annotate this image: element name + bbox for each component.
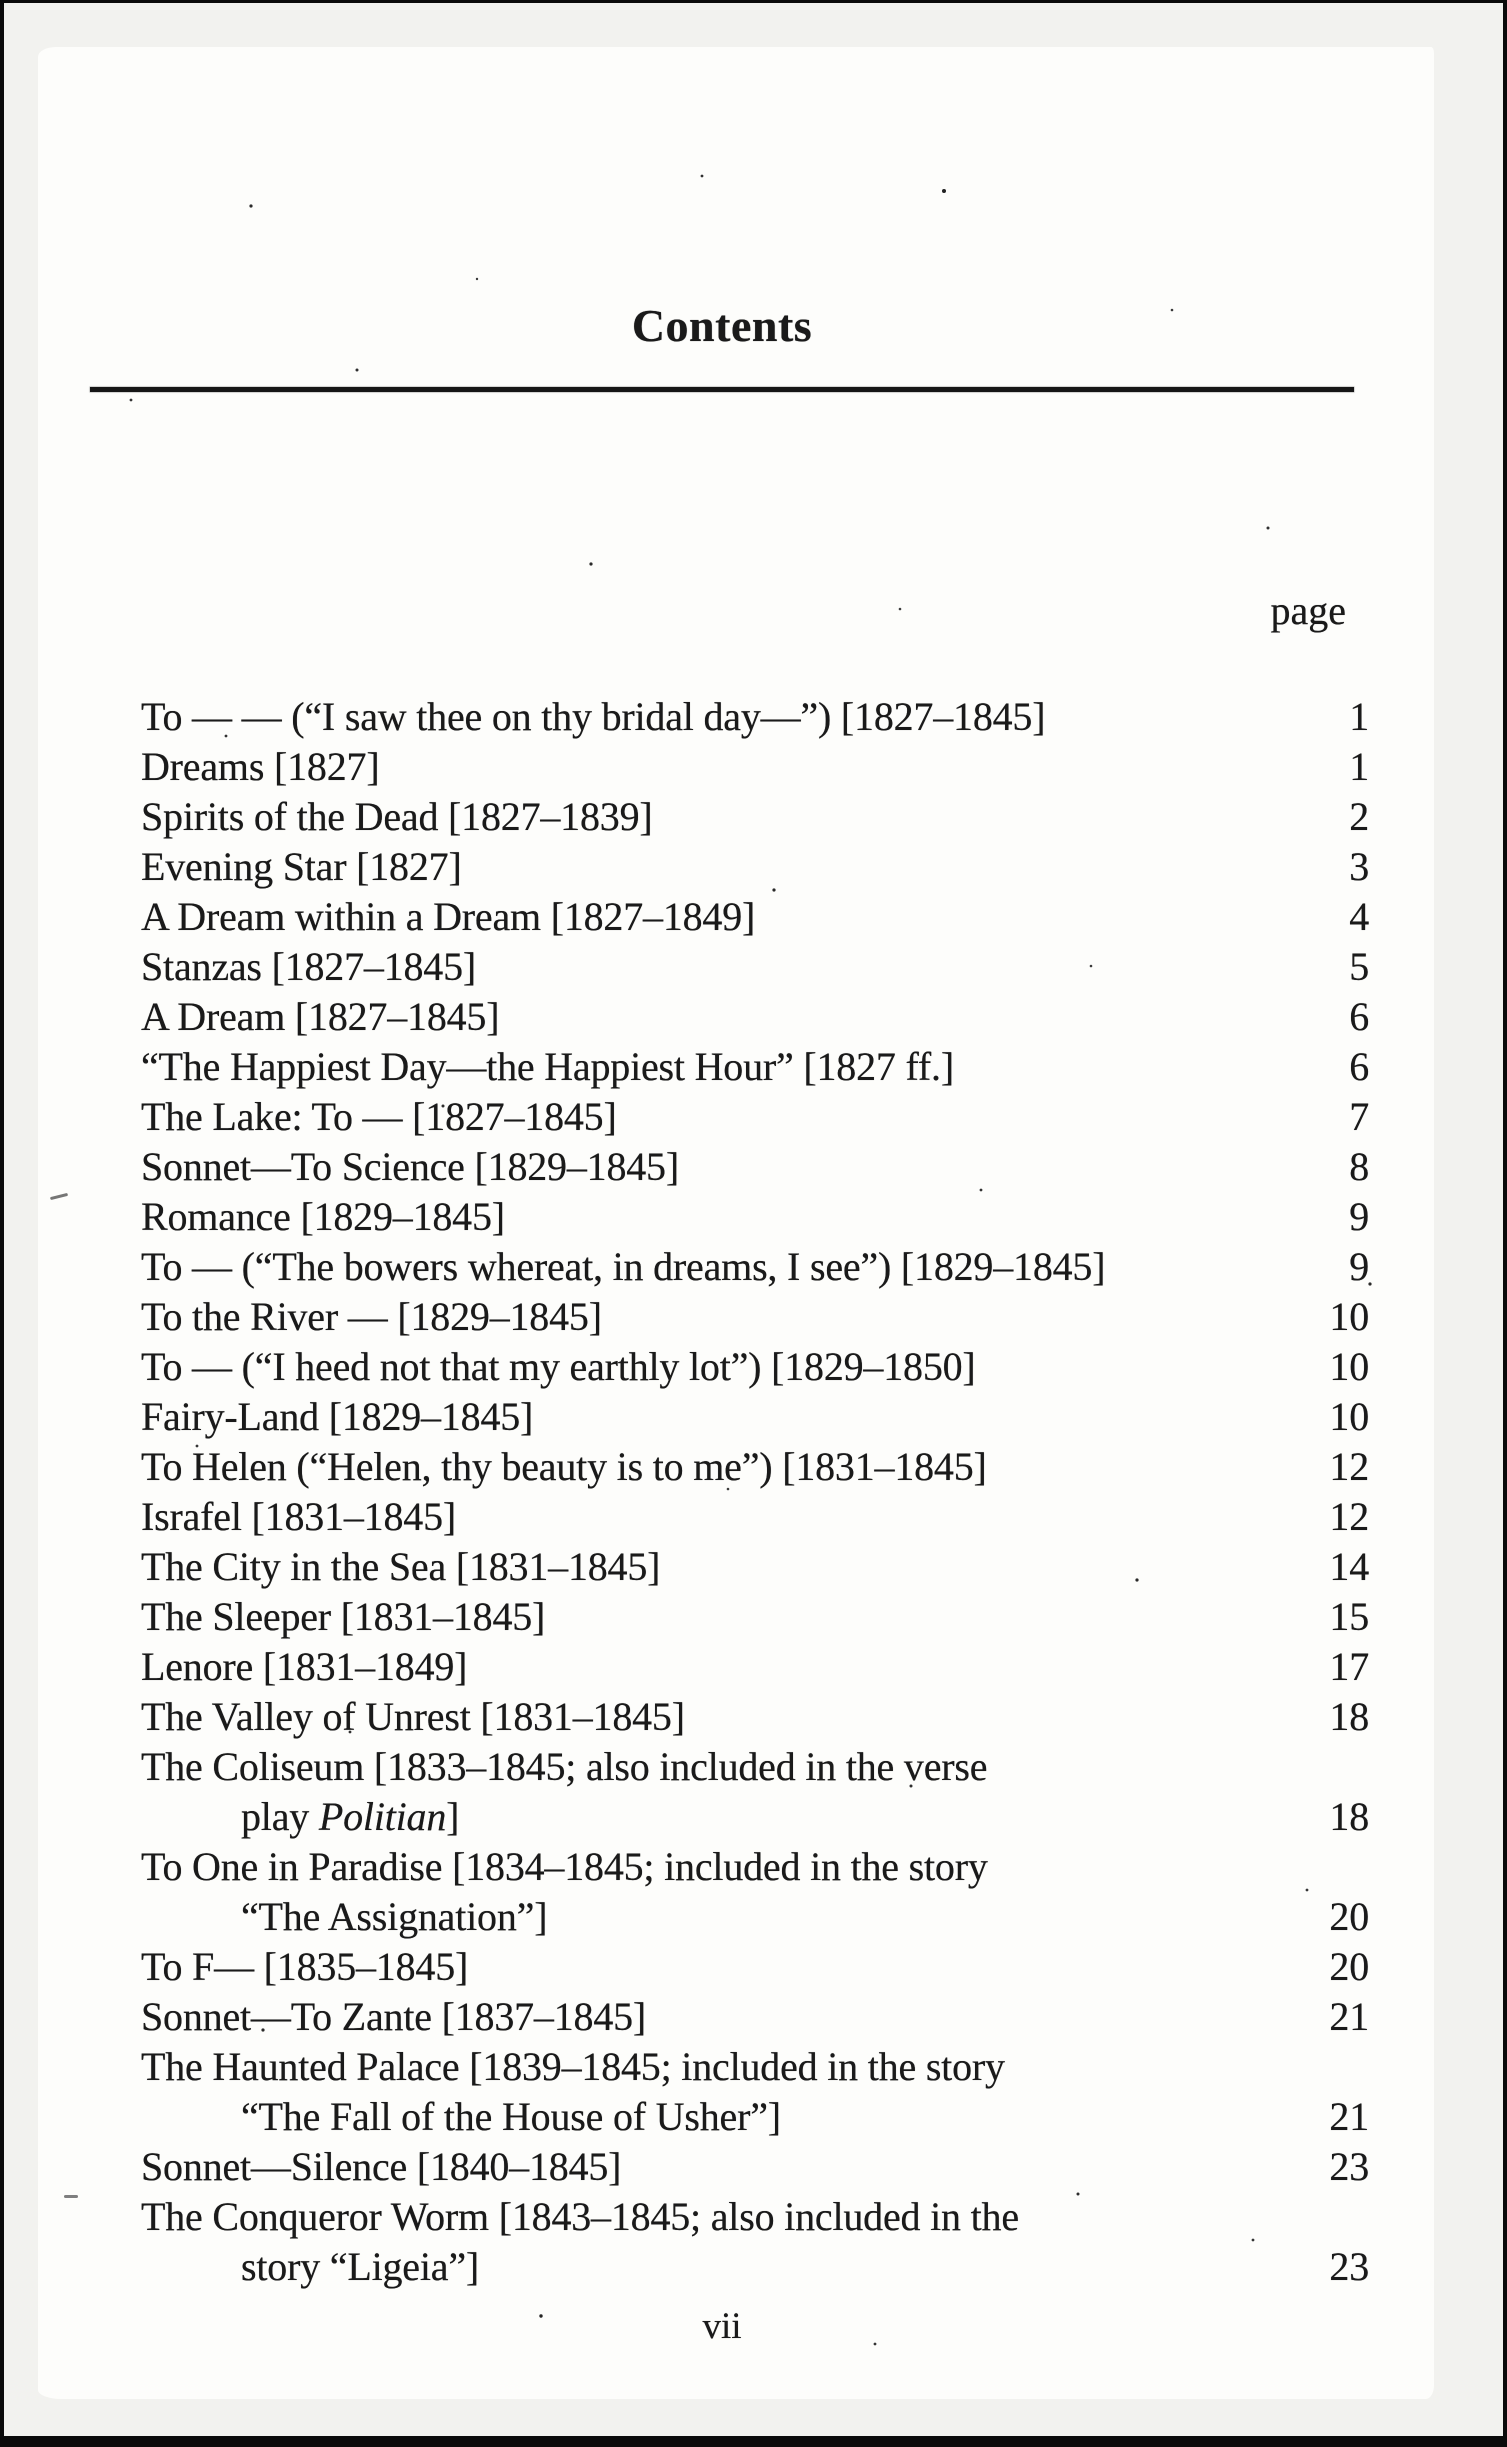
toc-entry [141, 1692, 1369, 1742]
toc-line-text: To the River — [1829–1845] [141, 1294, 602, 1339]
toc-line [141, 1492, 1369, 1542]
toc-entry [141, 1042, 1369, 1092]
toc-line-text: A Dream [1827–1845] [141, 994, 500, 1039]
toc-entry [141, 1192, 1369, 1242]
toc-line-text: “The Happiest Day—the Happiest Hour” [1827 ff.] [141, 1044, 954, 1089]
toc-entry [141, 2192, 1369, 2292]
toc-entry [141, 1942, 1369, 1992]
toc-entry [141, 1492, 1369, 1542]
toc-line [141, 1142, 1369, 1192]
toc-line [141, 692, 1369, 742]
toc-entry [141, 1342, 1369, 1392]
toc-line [141, 1842, 1369, 1892]
toc-line [141, 942, 1369, 992]
toc-line-text: Sonnet—Silence [1840–1845] [141, 2144, 622, 2189]
toc-line [141, 2092, 1369, 2142]
toc-entry [141, 1292, 1369, 1342]
scan-artifact [64, 2195, 78, 2198]
toc-page-number: 6 [1349, 994, 1369, 1039]
toc-line-text: Evening Star [1827] [141, 844, 462, 889]
toc-page-number: 23 [1329, 2244, 1369, 2289]
toc-page-number: 21 [1329, 2094, 1369, 2139]
scan-artifact [50, 1193, 68, 1200]
toc-entry [141, 1742, 1369, 1842]
toc-line [141, 1742, 1369, 1792]
toc-line [141, 1342, 1369, 1392]
toc-line [141, 742, 1369, 792]
scanned-page [38, 47, 1434, 2399]
toc-entry [141, 2142, 1369, 2192]
toc-line-text: The Lake: To — [1827–1845] [141, 1094, 617, 1139]
toc-line [141, 1092, 1369, 1142]
toc-page-number: 10 [1329, 1394, 1369, 1439]
toc-page-number: 9 [1349, 1194, 1369, 1239]
toc-line-text: Dreams [1827] [141, 744, 380, 789]
toc-page-number: 15 [1329, 1594, 1369, 1639]
toc-line-text [141, 1792, 1289, 1842]
toc-line [141, 1042, 1369, 1092]
toc-line [141, 1692, 1369, 1742]
toc-line [141, 2192, 1369, 2242]
toc-line [141, 1442, 1369, 1492]
toc-page-number: 7 [1349, 1094, 1369, 1139]
toc-line-text: “The Fall of the House of Usher”] [241, 2094, 781, 2139]
toc-line-text: The Valley of Unrest [1831–1845] [141, 1694, 685, 1739]
toc-page-number: 5 [1349, 944, 1369, 989]
toc-entry [141, 942, 1369, 992]
toc-page-number: 1 [1349, 744, 1369, 789]
toc-list [141, 692, 1369, 2292]
toc-page-number: 18 [1329, 1794, 1369, 1839]
toc-line [141, 1192, 1369, 1242]
toc-entry [141, 1542, 1369, 1592]
toc-page-number: 20 [1329, 1944, 1369, 1989]
toc-line [141, 1542, 1369, 1592]
page-column-label: page [1270, 588, 1346, 633]
toc-entry [141, 1442, 1369, 1492]
toc-page-number: 17 [1329, 1644, 1369, 1689]
toc-line [141, 1392, 1369, 1442]
toc-line [141, 2142, 1369, 2192]
toc-line [141, 1792, 1369, 1842]
toc-page-number: 23 [1329, 2144, 1369, 2189]
toc-line-text: Stanzas [1827–1845] [141, 944, 477, 989]
toc-line-text: To One in Paradise [1834–1845; included in the story [141, 1844, 988, 1889]
toc-line-text: To Helen (“Helen, thy beauty is to me”) [1831–1845] [141, 1444, 987, 1489]
toc-entry [141, 2042, 1369, 2142]
scan-noise [38, 47, 40, 49]
toc-line-text: The Conqueror Worm [1843–1845; also included in the [141, 2194, 1019, 2239]
page-title: Contents [631, 300, 813, 351]
toc-entry [141, 992, 1369, 1042]
toc-page-number: 12 [1329, 1494, 1369, 1539]
toc-page-number: 4 [1349, 894, 1369, 939]
toc-entry [141, 792, 1369, 842]
toc-line-text: The Coliseum [1833–1845; also included in the verse [141, 1744, 988, 1789]
toc-line-text: Fairy-Land [1829–1845] [141, 1394, 534, 1439]
toc-line [141, 2042, 1369, 2092]
toc-line [141, 1642, 1369, 1692]
toc-line-text-segment: ] [446, 1794, 460, 1839]
toc-entry [141, 1992, 1369, 2042]
toc-line-text: The Haunted Palace [1839–1845; included in the story [141, 2044, 1005, 2089]
toc-line [141, 2242, 1369, 2292]
toc-entry [141, 1642, 1369, 1692]
toc-entry [141, 1092, 1369, 1142]
toc-entry [141, 892, 1369, 942]
toc-line-text: Israfel [1831–1845] [141, 1494, 456, 1539]
toc-entry [141, 1842, 1369, 1942]
toc-line-text: The Sleeper [1831–1845] [141, 1594, 546, 1639]
toc-line-text: The City in the Sea [1831–1845] [141, 1544, 661, 1589]
toc-line-text: Romance [1829–1845] [141, 1194, 505, 1239]
toc-page-number: 14 [1329, 1544, 1369, 1589]
toc-line [141, 1992, 1369, 2042]
toc-page-number: 21 [1329, 1994, 1369, 2039]
toc-page-number: 2 [1349, 794, 1369, 839]
toc-entry [141, 842, 1369, 892]
toc-line-text: “The Assignation”] [241, 1894, 548, 1939]
toc-line-text: Sonnet—To Zante [1837–1845] [141, 1994, 647, 2039]
toc-line-text: A Dream within a Dream [1827–1849] [141, 894, 756, 939]
folio-page-number: vii [702, 2306, 742, 2347]
toc-line-text: Sonnet—To Science [1829–1845] [141, 1144, 679, 1189]
toc-line [141, 1292, 1369, 1342]
toc-line [141, 992, 1369, 1042]
toc-line [141, 1942, 1369, 1992]
toc-line [141, 842, 1369, 892]
toc-line [141, 1242, 1369, 1292]
toc-line-text: story “Ligeia”] [241, 2244, 479, 2289]
toc-page-number: 20 [1329, 1894, 1369, 1939]
toc-entry [141, 1242, 1369, 1292]
toc-line [141, 892, 1369, 942]
toc-line-text: To — (“I heed not that my earthly lot”) [1829–1850] [141, 1344, 976, 1389]
toc-page-number: 10 [1329, 1294, 1369, 1339]
toc-line-text-italic: Politian [318, 1794, 447, 1839]
toc-page-number: 1 [1349, 694, 1369, 739]
toc-line-text: Spirits of the Dead [1827–1839] [141, 794, 653, 839]
toc-entry [141, 1592, 1369, 1642]
toc-entry [141, 1142, 1369, 1192]
toc-line [141, 792, 1369, 842]
toc-entry [141, 692, 1369, 742]
toc-line-text: To — (“The bowers whereat, in dreams, I see”) [1829–1845] [141, 1244, 1106, 1289]
toc-line [141, 1592, 1369, 1642]
scan-background [4, 3, 1503, 2436]
toc-page-number: 10 [1329, 1344, 1369, 1389]
toc-line [141, 1892, 1369, 1942]
toc-line-text: Lenore [1831–1849] [141, 1644, 468, 1689]
toc-page-number: 18 [1329, 1694, 1369, 1739]
toc-line-text: To — — (“I saw thee on thy bridal day—”) [1827–1845] [141, 694, 1046, 739]
toc-page-number: 12 [1329, 1444, 1369, 1489]
toc-line-text-segment: play [241, 1794, 319, 1839]
toc-line-text: To F— [1835–1845] [141, 1944, 469, 1989]
toc-page-number: 6 [1349, 1044, 1369, 1089]
toc-entry [141, 742, 1369, 792]
header-rule [90, 387, 1354, 392]
toc-page-number: 8 [1349, 1144, 1369, 1189]
toc-page-number: 9 [1349, 1244, 1369, 1289]
toc-entry [141, 1392, 1369, 1442]
toc-page-number: 3 [1349, 844, 1369, 889]
